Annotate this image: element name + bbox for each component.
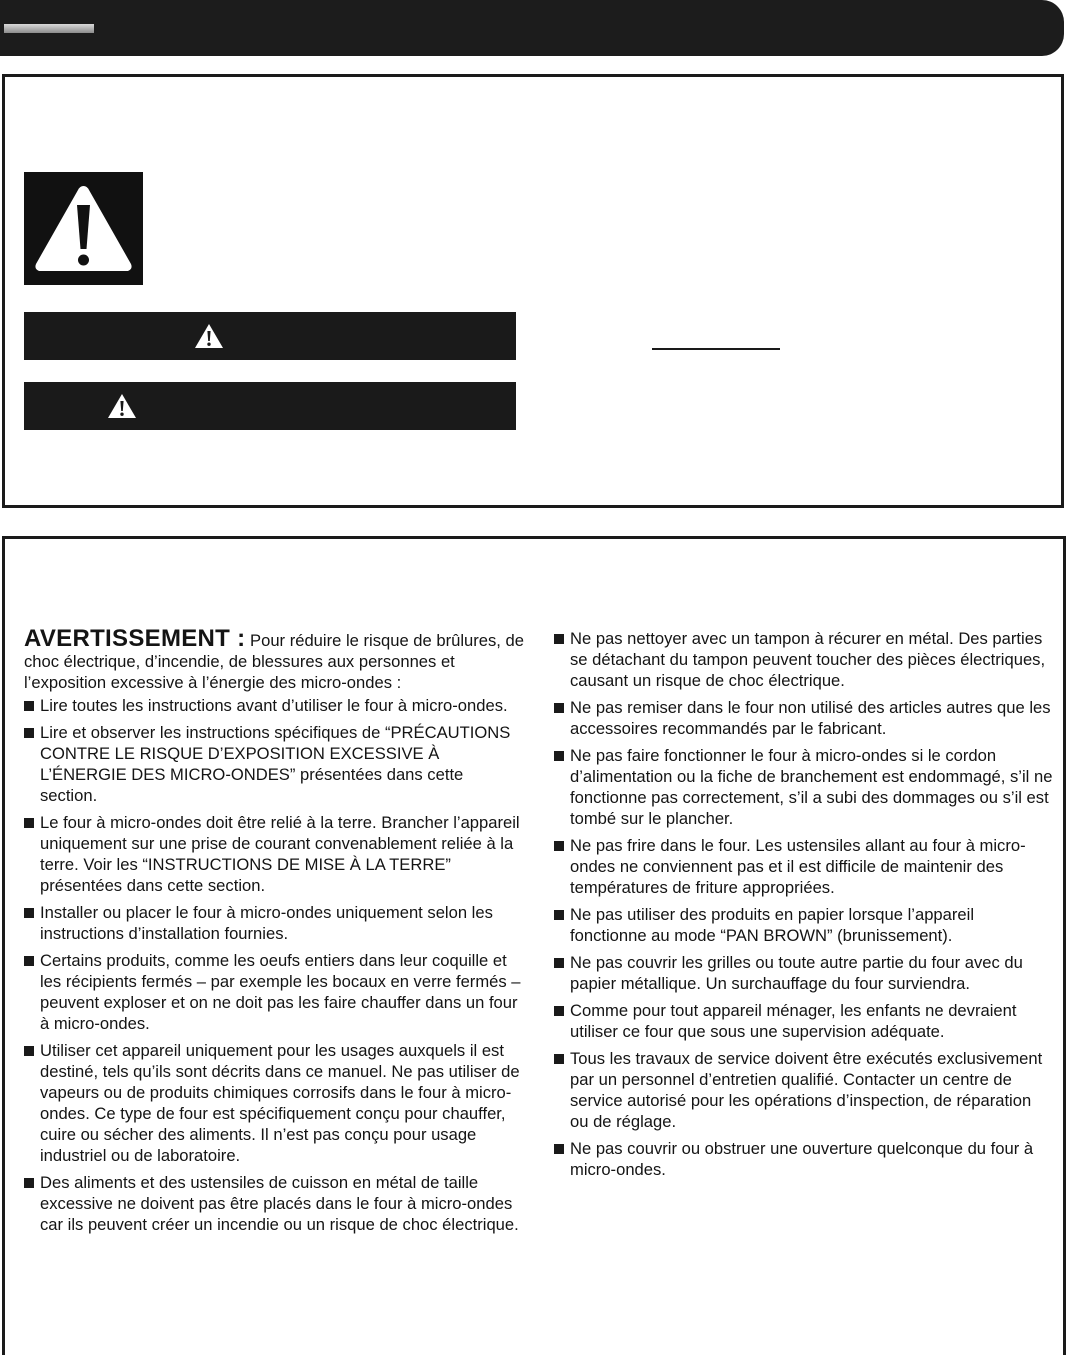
list-item [24, 812, 524, 896]
alert-triangle-icon [24, 172, 143, 285]
list-item [554, 745, 1054, 829]
warning-heading: AVERTISSEMENT : [24, 625, 246, 652]
list-item-text: Comme pour tout appareil ménager, les enfants ne devraient utiliser ce four que sous une supervision adéquate. [570, 1001, 1017, 1041]
list-item [554, 1138, 1054, 1180]
section-header-bar [0, 0, 1064, 56]
list-item-text: Tous les travaux de service doivent être exécutés exclusivement par un personnel d’entretien qualifié. Contacter un centre de service autorisé pour les opérations d’inspection, de réparation ou de réglage. [570, 1049, 1043, 1131]
list-item-text: Ne pas couvrir les grilles ou toute autre partie du four avec du papier métallique. Un surchauffage du four surviendra. [570, 953, 1023, 993]
list-item-text: Des aliments et des ustensiles de cuisson en métal de taille excessive ne doivent pas être placés dans le four à micro-ondes car ils peuvent créer un incendie ou un risque de choc électrique. [40, 1173, 519, 1234]
danger-signal-bar [24, 312, 516, 360]
warning-alert-icon [107, 393, 137, 419]
instructions-left-column [24, 625, 524, 1241]
list-item-text: Lire toutes les instructions avant d’utiliser le four à micro-ondes. [40, 696, 508, 715]
bullet-square-icon [554, 634, 564, 644]
list-item-text: Ne pas nettoyer avec un tampon à récurer en métal. Des parties se détachant du tampon peuvent toucher des pièces électriques, causant un risque de choc électrique. [570, 629, 1046, 690]
list-item [554, 1000, 1054, 1042]
list-item [554, 952, 1054, 994]
list-item-text: Certains produits, comme les oeufs entiers dans leur coquille et les récipients fermés – par exemple les bocaux en verre fermés – peuvent exploser et on ne doit pas les faire chauffer dans un four à micro-ondes. [40, 951, 521, 1033]
header-tab-accent [4, 24, 94, 33]
list-item-text: Installer ou placer le four à micro-ondes uniquement selon les instructions d’installation fournies. [40, 903, 493, 943]
list-item [24, 722, 524, 806]
warning-signal-bar [24, 382, 516, 430]
bullet-square-icon [24, 728, 34, 738]
safety-symbols-box [2, 74, 1064, 508]
bullet-square-icon [554, 751, 564, 761]
underline-rule [652, 348, 780, 350]
list-item [554, 1048, 1054, 1132]
list-item [554, 835, 1054, 898]
danger-alert-icon [194, 323, 224, 349]
bullet-square-icon [554, 1144, 564, 1154]
list-item [24, 1040, 524, 1166]
instructions-right-column [554, 628, 1054, 1186]
list-item [554, 628, 1054, 691]
list-item-text: Ne pas utiliser des produits en papier lorsque l’appareil fonctionne au mode “PAN BROWN” (brunissement). [570, 905, 975, 945]
bullet-square-icon [554, 1054, 564, 1064]
bullet-square-icon [554, 703, 564, 713]
bullet-square-icon [24, 701, 34, 711]
list-item-text: Ne pas frire dans le four. Les ustensiles allant au four à micro-ondes ne conviennent pas et il est difficile de maintenir des températures de friture appropriées. [570, 836, 1026, 897]
warning-intro [24, 625, 524, 693]
list-item [24, 1172, 524, 1235]
bullet-square-icon [554, 910, 564, 920]
bullet-square-icon [24, 818, 34, 828]
list-item [24, 695, 524, 716]
list-item [554, 904, 1054, 946]
list-item [24, 950, 524, 1034]
list-item-text: Ne pas couvrir ou obstruer une ouverture quelconque du four à micro-ondes. [570, 1139, 1034, 1179]
list-item-text: Lire et observer les instructions spécifiques de “PRÉCAUTIONS CONTRE LE RISQUE D’EXPOSITION EXCESSIVE À L’ÉNERGIE DES MICRO-ONDES” présentées dans cette section. [40, 723, 511, 805]
list-item-text: Le four à micro-ondes doit être relié à la terre. Brancher l’appareil uniquement sur une prise de courant convenablement reliée à la terre. Voir les “INSTRUCTIONS DE MISE À LA TERRE” présentées dans cette section. [40, 813, 520, 895]
bullet-square-icon [554, 1006, 564, 1016]
bullet-square-icon [24, 1046, 34, 1056]
list-item-text: Ne pas remiser dans le four non utilisé des articles autres que les accessoires recommandés par le fabricant. [570, 698, 1051, 738]
bullet-square-icon [554, 958, 564, 968]
bullet-square-icon [24, 908, 34, 918]
list-item [24, 902, 524, 944]
list-item-text: Ne pas faire fonctionner le four à micro-ondes si le cordon d’alimentation ou la fiche de branchement est endommagé, s’il ne fonctionne pas correctement, s’il a subi des dommages ou s’il est tombé sur le plancher. [570, 746, 1053, 828]
bullet-square-icon [554, 841, 564, 851]
bullet-square-icon [24, 956, 34, 966]
list-item [554, 697, 1054, 739]
bullet-square-icon [24, 1178, 34, 1188]
warning-intro-text: Pour réduire le risque de brûlures, de choc électrique, d’incendie, de blessures aux personnes et l’exposition excessive à l’énergie des micro-ondes : [24, 631, 524, 692]
list-item-text: Utiliser cet appareil uniquement pour les usages auxquels il est destiné, tels qu’ils sont décrits dans ce manuel. Ne pas utiliser de vapeurs ou de produits chimiques corrosifs dans le four à micro-ondes. Ce type de four est spécifiquement conçu pour chauffer, cuire ou sécher des aliments. Il n’est pas conçu pour usage industriel ou de laboratoire. [40, 1041, 520, 1165]
